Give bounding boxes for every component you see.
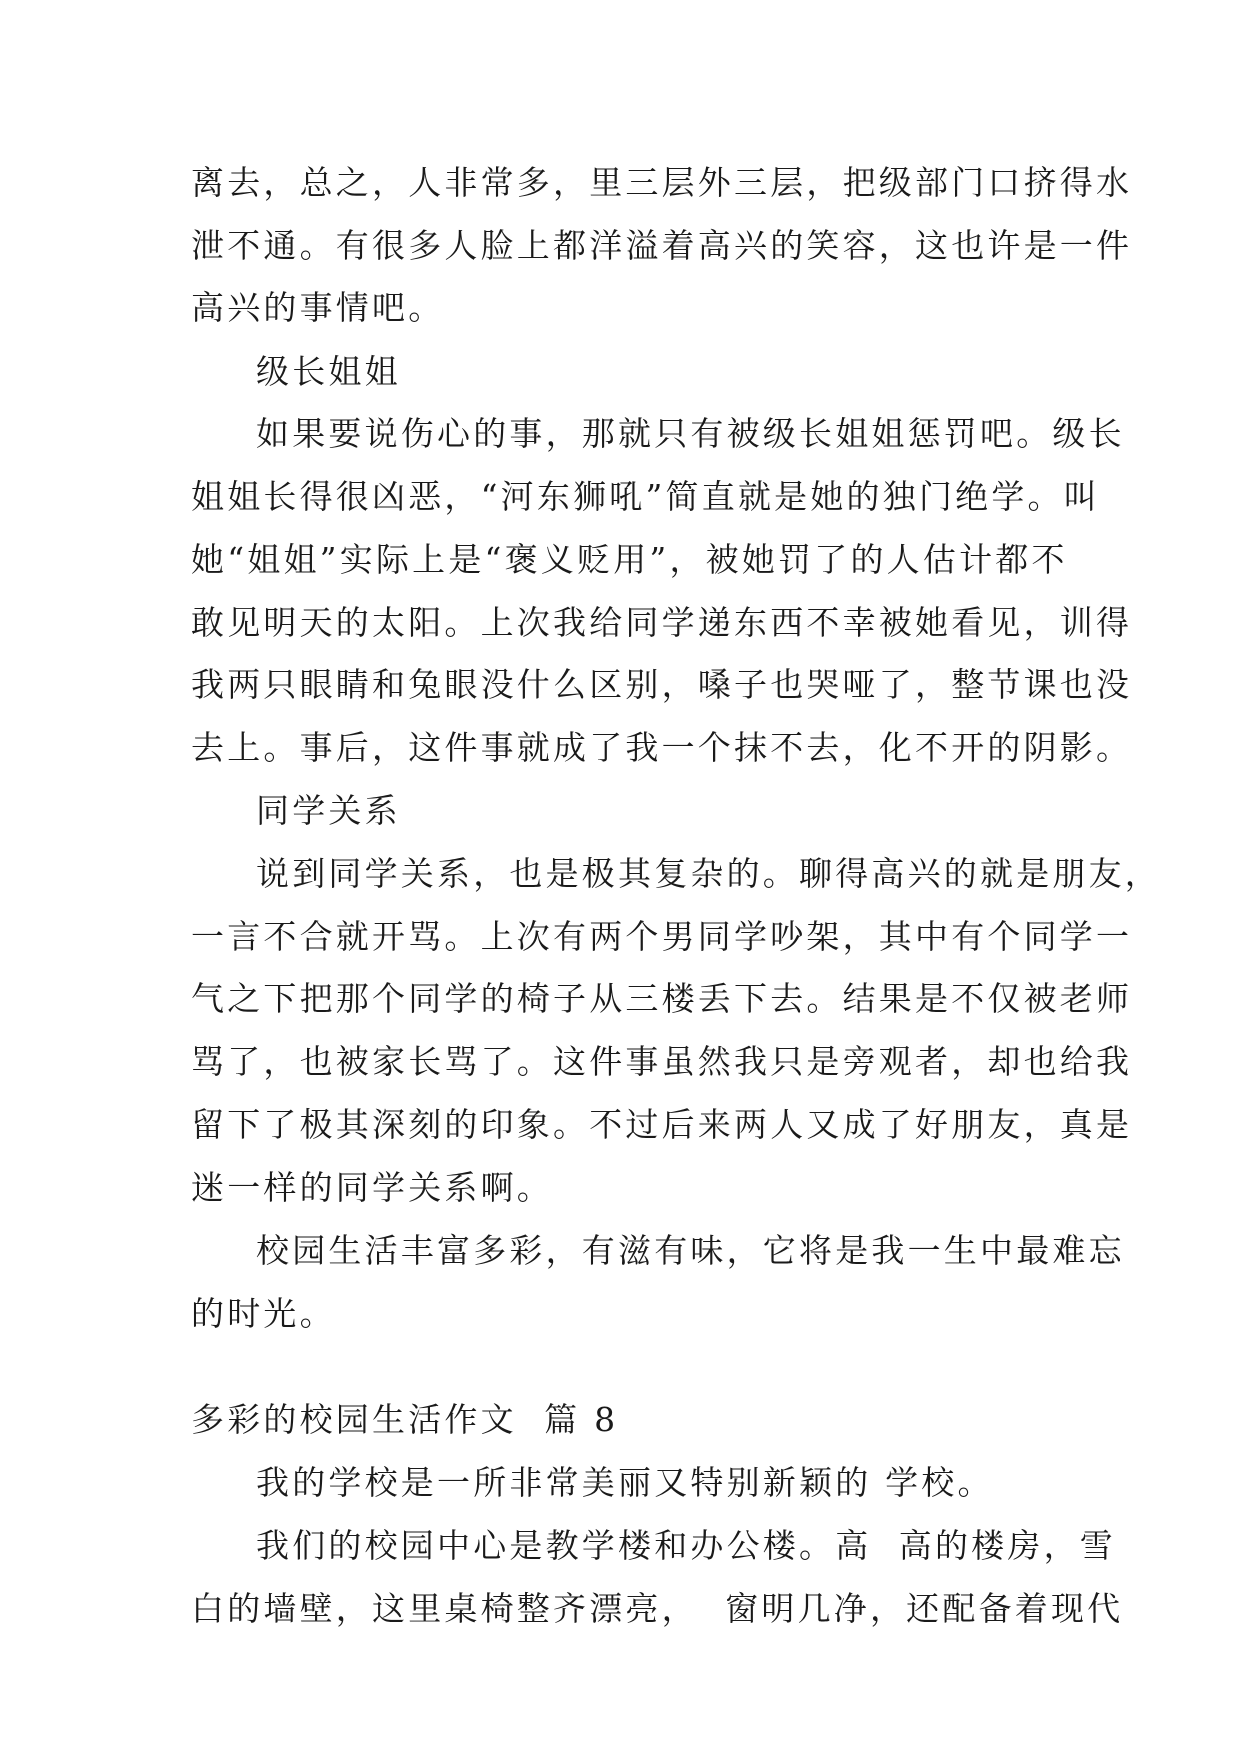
paragraph-line: 一言不合就开骂。上次有两个男同学吵架，其中有个同学一 [191,917,1133,956]
paragraph-line: 去上。事后，这件事就成了我一个抹不去，化不开的阴影。 [191,728,1133,767]
paragraph-line: 迷一样的同学关系啊。 [191,1168,553,1207]
paragraph-line: 说到同学关系，也是极其复杂的。聊得高兴的就是朋友， [256,854,1161,893]
paragraph-line: 我两只眼睛和兔眼没什么区别，嗓子也哭哑了，整节课也没 [191,665,1133,704]
paragraph-line: 姐姐长得很凶恶，“河东狮吼”简直就是她的独门绝学。叫 [191,477,1100,516]
paragraph-line: 我们的校园中心是教学楼和办公楼。高 高的楼房，雪 [256,1526,1116,1565]
paragraph-line: 如果要说伤心的事，那就只有被级长姐姐惩罚吧。级长 [256,414,1125,453]
paragraph-line: 气之下把那个同学的椅子从三楼丢下去。结果是不仅被老师 [191,979,1133,1018]
paragraph-line: 泄不通。有很多人脸上都洋溢着高兴的笑容，这也许是一件 [191,226,1133,265]
article-title: 多彩的校园生活作文 篇 8 [191,1400,619,1439]
paragraph-line: 高兴的事情吧。 [191,288,445,327]
paragraph-line: 骂了，也被家长骂了。这件事虽然我只是旁观者，却也给我 [191,1042,1133,1081]
paragraph-line: 敢见明天的太阳。上次我给同学递东西不幸被她看见，训得 [191,603,1133,642]
section-subheading: 同学关系 [256,791,401,830]
paragraph-line: 我的学校是一所非常美丽又特别新颖的 学校。 [256,1463,994,1502]
paragraph-line: 离去，总之，人非常多，里三层外三层，把级部门口挤得水 [191,163,1133,202]
paragraph-line: 她“姐姐”实际上是“褒义贬用”，被她罚了的人估计都不 [191,540,1068,579]
paragraph-line: 白的墙壁，这里桌椅整齐漂亮， 窗明几净，还配备着现代 [191,1589,1124,1628]
paragraph-line: 的时光。 [191,1294,336,1333]
paragraph-line: 校园生活丰富多彩，有滋有味，它将是我一生中最难忘 [256,1231,1125,1270]
section-subheading: 级长姐姐 [256,352,401,391]
paragraph-line: 留下了极其深刻的印象。不过后来两人又成了好朋友，真是 [191,1105,1133,1144]
